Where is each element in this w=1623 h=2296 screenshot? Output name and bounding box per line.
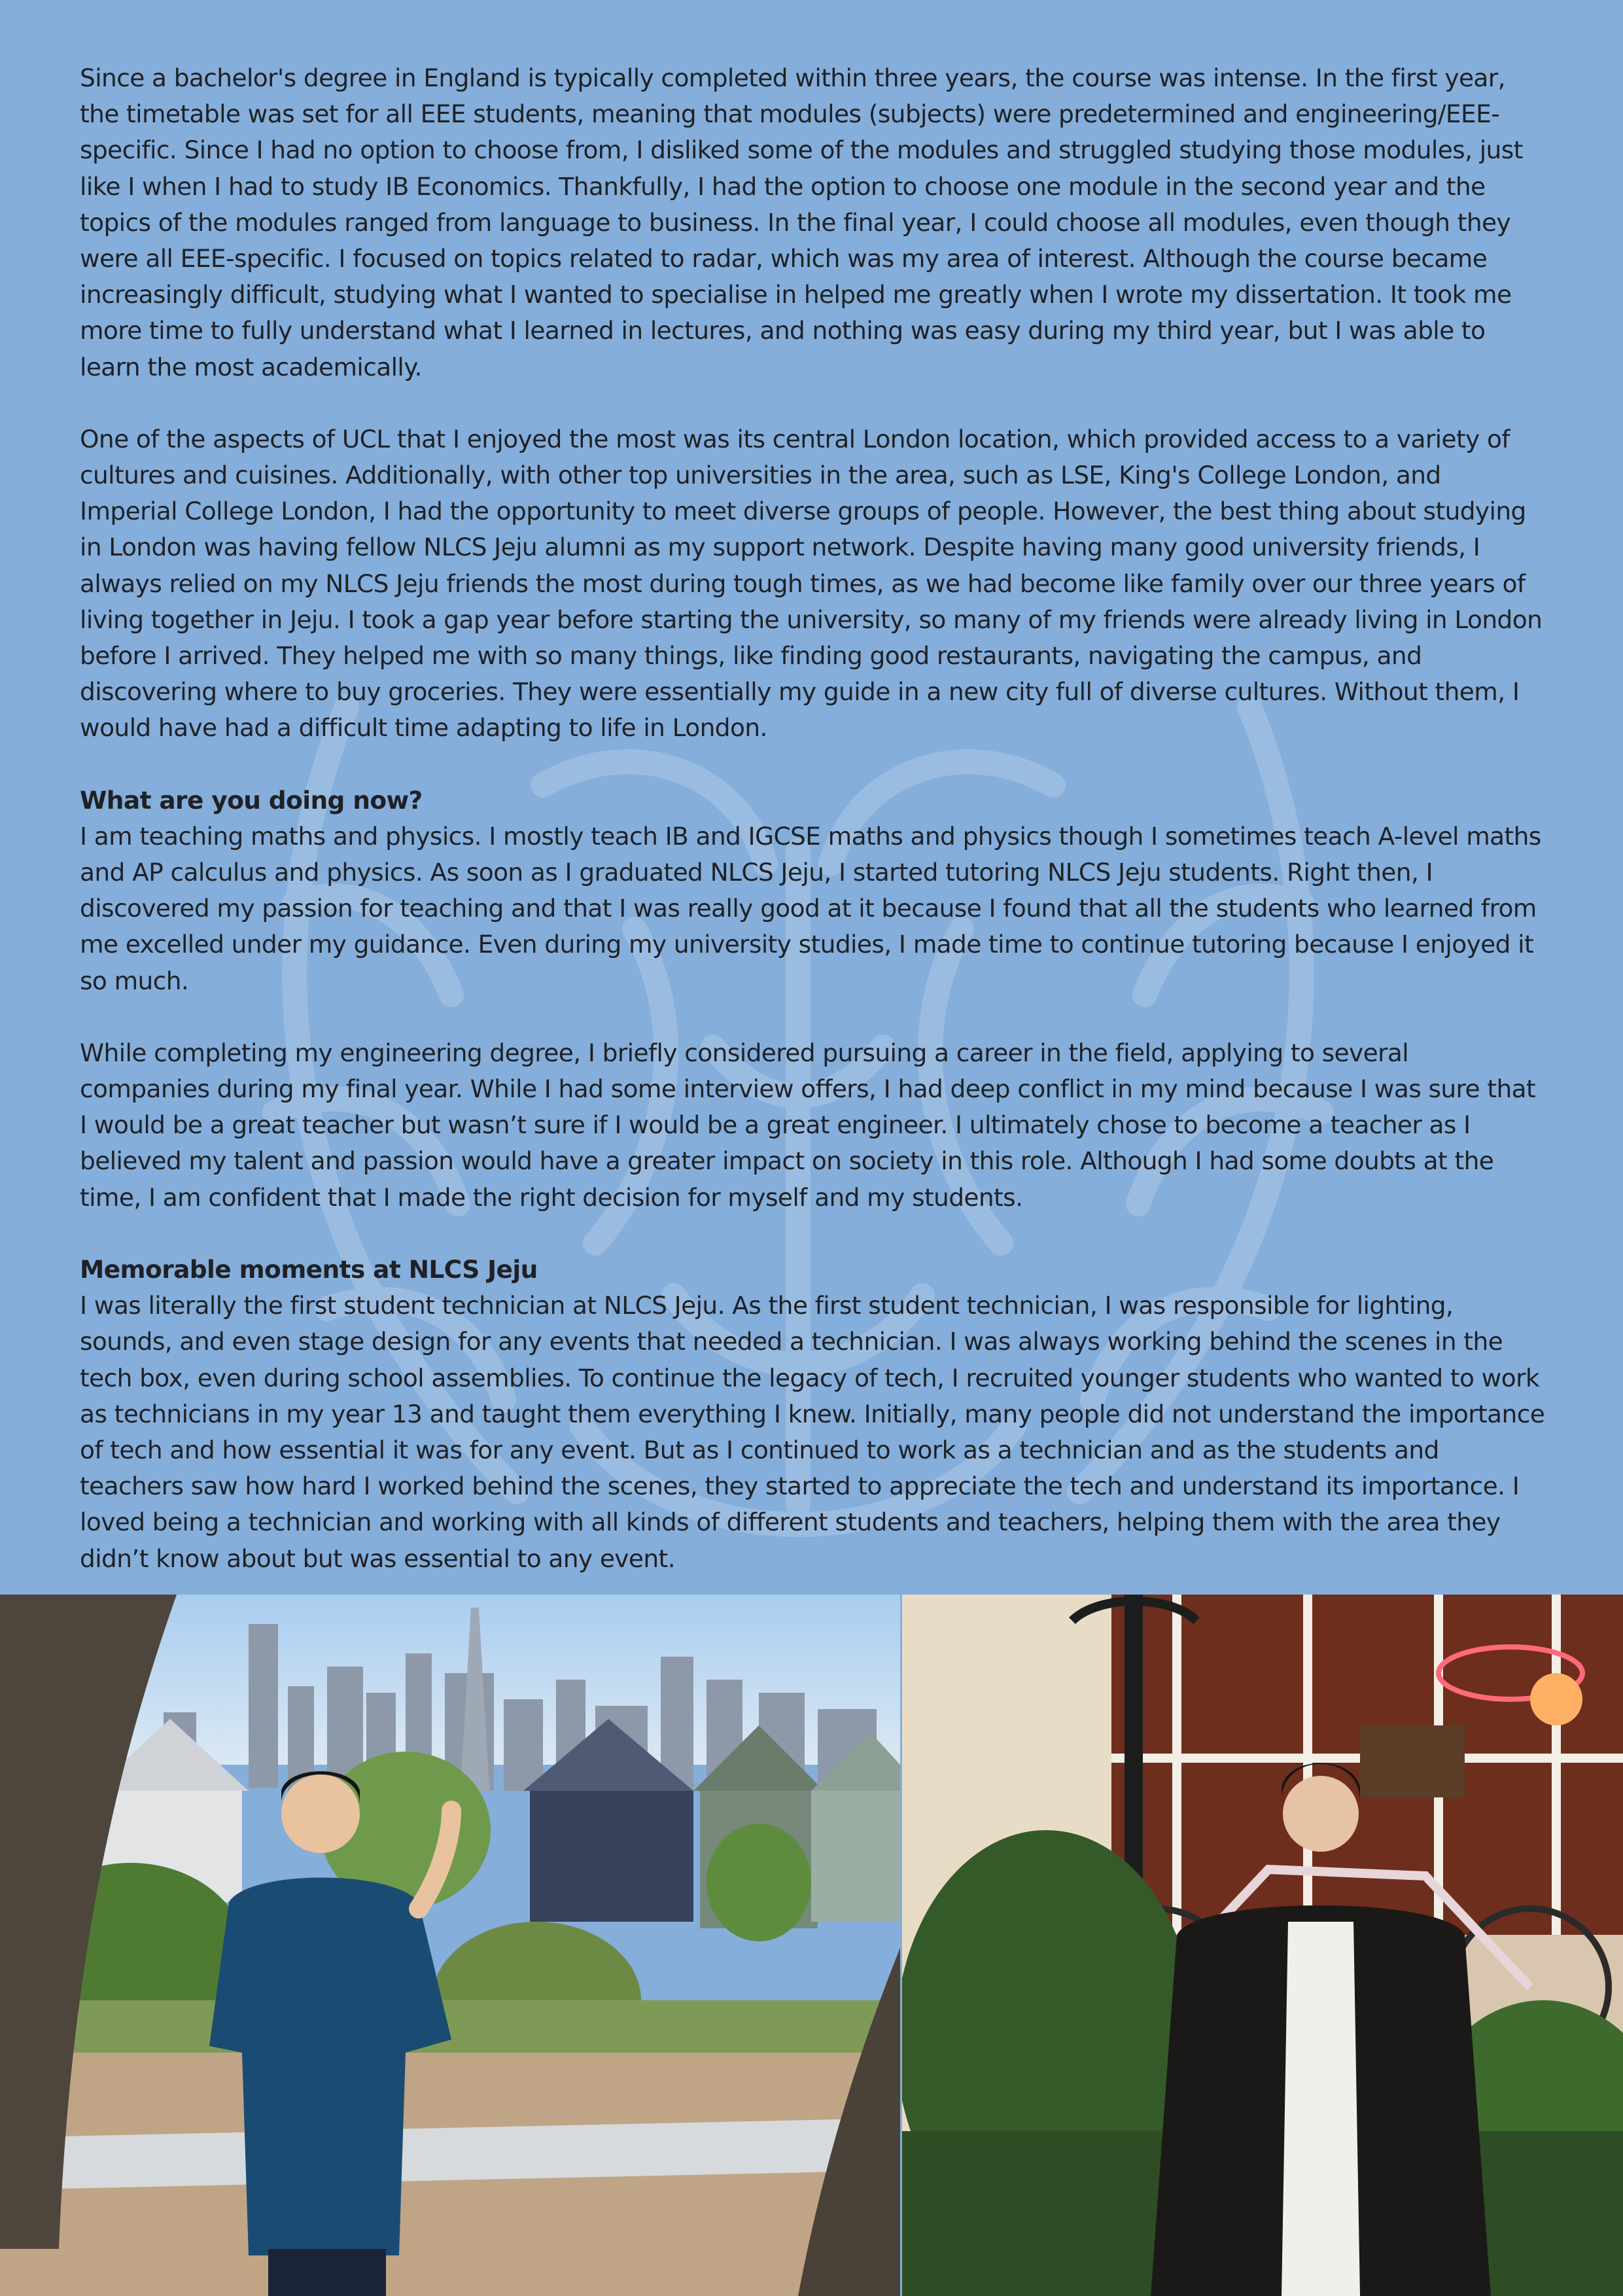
paragraph-technician: I was literally the first student technician at NLCS Jeju. As the first student technician, I was responsible for lighting, sounds, and even stage design for any events that needed a technician. I was always working behind the scenes in the tech box, even during school assemblies. To continue the legacy of tech, I recruited younger students who wanted to work as technicians in my year 13 and taught them everything I knew. Initially, many people did not understand the importance of tech and how essential it was for any event. But as I continued to work as a technician and as the students and teachers saw how hard I worked behind the scenes, they started to appreciate the tech and understand its importance. I loved being a technician and working with all kinds of different students and teachers, helping them with the area they didn’t know about but was essential to any event. <box>80 1291 1545 1573</box>
article-body <box>80 60 1545 1613</box>
paragraph-london-life: One of the aspects of UCL that I enjoyed the most was its central London location, which provided access to a variety of cultures and cuisines. Additionally, with other top universities in the area, such as LSE, King's College London, and Imperial College London, I had the opportunity to meet diverse groups of people. However, the best thing about studying in London was having fellow NLCS Jeju alumni as my support network. Despite having many good university friends, I always relied on my NLCS Jeju friends the most during tough times, as we had become like family over our three years of living together in Jeju. I took a gap year before starting the university, so many of my friends were already living in London before I arrived. They helped me with so many things, like finding good restaurants, navigating the campus, and discovering where to buy groceries. They were essentially my guide in a new city full of diverse cultures. Without them, I would have had a difficult time adapting to life in London. <box>80 424 1543 743</box>
paragraph-teaching: I am teaching maths and physics. I mostly teach IB and IGCSE maths and physics though I sometimes teach A-level maths and AP calculus and physics. As soon as I graduated NLCS Jeju, I started tutoring NLCS Jeju students. Right then, I discovered my passion for teaching and that I was really good at it because I found that all the students who learned from me excelled under my guidance. Even during my university studies, I made time to continue tutoring because I enjoyed it so much. <box>80 821 1541 995</box>
photo-cafe-street <box>902 1595 1623 2296</box>
paragraph-university-course: Since a bachelor's degree in England is typically completed within three years, the course was intense. In the first year, the timetable was set for all EEE students, meaning that modules (subjects) were predetermined and engineering/EEE-specific. Since I had no option to choose from, I disliked some of the modules and struggled studying those modules, just like I when I had to study IB Economics. Thankfully, I had the option to choose one module in the second year and the topics of the modules ranged from language to business. In the final year, I could choose all modules, even though they were all EEE-specific. I focused on topics related to radar, which was my area of interest. Although the course became increasingly difficult, studying what I wanted to specialise in helped me greatly when I wrote my dissertation. It took me more time to fully understand what I learned in lectures, and nothing was easy during my third year, but I was able to learn the most academically. <box>80 63 1523 381</box>
photo-city-park <box>0 1595 900 2296</box>
heading-memorable-moments: Memorable moments at NLCS Jeju <box>80 1254 538 1284</box>
paragraph-career-choice: While completing my engineering degree, I briefly considered pursuing a career in the field, applying to several companies during my final year. While I had some interview offers, I had deep conflict in my mind because I was sure that I would be a great teacher but wasn’t sure if I would be a great engineer. I ultimately chose to become a teacher as I believed my talent and passion would have a greater impact on society in this role. Although I had some doubts at the time, I am confident that I made the right decision for myself and my students. <box>80 1038 1536 1212</box>
heading-what-doing-now: What are you doing now? <box>80 785 423 815</box>
photo-strip <box>0 1595 1623 2296</box>
